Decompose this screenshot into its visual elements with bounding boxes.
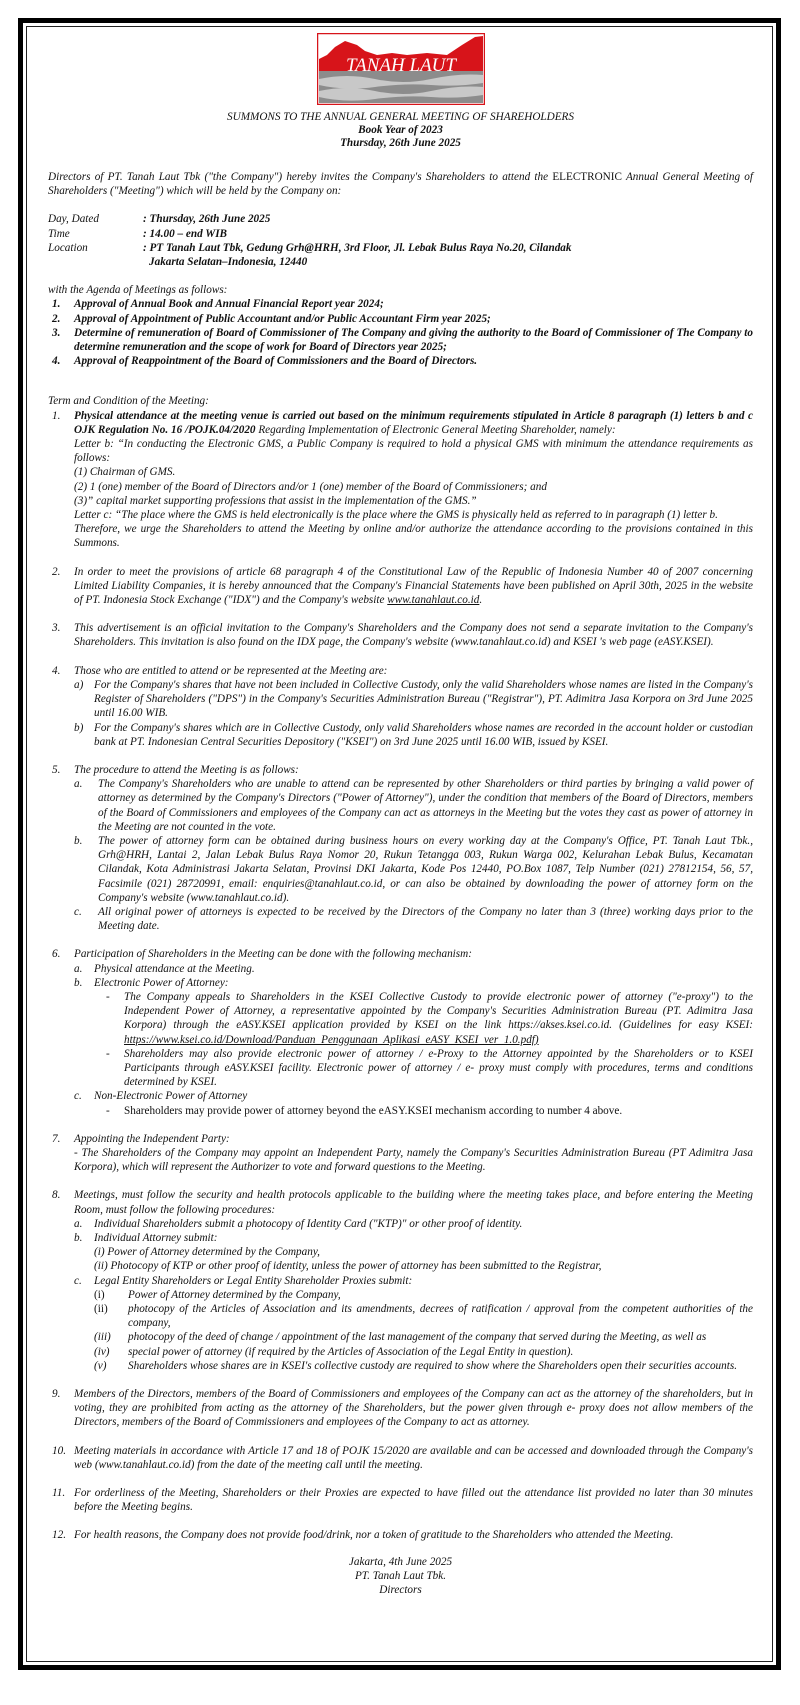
signature-block [48,1555,753,1598]
agenda-heading: with the Agenda of Meetings as follows: [48,284,228,297]
agenda-item: 1. Approval of Annual Book and Annual Financial Report year 2024; [52,298,384,311]
term-2: 2. In order to meet the provisions of article 68 paragraph 4 of the Constitutional Law of the Republic of Indonesia Number 40 of 2007 concerning Limited Liability Companies, it is hereby announced that the Company's Financial Statements have been published on April 30th, 2025 in the website of PT. Indonesia Stock Exchange ("IDX") and the Company's website www.tanahlaut.co.id. [52,565,753,607]
terms-heading: Term and Condition of the Meeting: [48,395,209,408]
summons-title: SUMMONS TO THE ANNUAL GENERAL MEETING OF SHAREHOLDERS [227,111,574,123]
term-6: 6. Participation of Shareholders in the Meeting can be done with the following mechanism: a. Physical attendance at the Meeting. b. Electronic Power of Attorney: - The Company appeals to Shareholders in the KSEI Collective Custody to provide electronic power of attorney ("e-proxy") to the Independent Power of Attorney, a representative appointed by the Company's Securities Administration Bureau (PT. Adimitra Jasa Korpora) through the eASY.KSEI application provided by KSEI on the link https://akses.ksei.co.id. (Guidelines for easy KSEI: https://www.ksei.co.id/Download/Panduan_Penggunaan_Aplikasi_eASY_KSEI_ver_1.0.pdf) - Shareholders may also provide electronic power of attorney / e-Proxy to the Attorney appointed by the Shareholders or to KSEI Participants through eASY.KSEI facility. Electronic power of attorney / e- proxy must comply with procedures, terms and conditions determined by KSEI. c. Non-Electronic Power of Attorney - Shareholders may provide power of attorney beyond the eASY.KSEI mechanism according to number 4 above. [52,948,753,1117]
term-8: 8. Meetings, must follow the security and health protocols applicable to the building where the meeting takes place, and before entering the Meeting Room, must follow the following procedures: a. Individual Shareholders submit a photocopy of Identity Card ("KTP)" or other proof of identity. b. Individual Attorney submit: (i) Power of Attorney determined by the Company, (ii) Photocopy of KTP or other proof of identity, unless the power of attorney has been submitted to the Registrar, c. Legal Entity Shareholders or Legal Entity Shareholder Proxies submit: (i) Power of Attorney determined by the Company, (ii) photocopy of the Articles of Association and its amendments, decrees of ratification / approval from the competent authorities of the company, (iii) photocopy of the deed of change / appointment of the last management of the company that served during the Meeting, as well as (iv) special power of attorney (if required by the Articles of Association of the Legal Entity in question). (v) Shareholders whose shares are in KSEI's collective custody are required to show where the Shareholders open their securities accounts. [52,1189,753,1372]
title-block [48,111,753,150]
electronic-emphasis: ELECTRONIC [552,171,622,183]
term-6-a: a. Physical attendance at the Meeting. [74,962,255,975]
term-7: 7. Appointing the Independent Party: - The Shareholders of the Company may appoint an Independent Party, namely the Company's Securities Administration Bureau (PT Adimitra Jasa Korpora), which will represent the Authorizer to vote and forward questions to the Meeting. [52,1132,753,1174]
term-11: 11. For orderliness of the Meeting, Shareholders or their Proxies are expected to have filled out the attendance list provided no later than 30 minutes before the Meeting begins. [52,1487,753,1514]
term-6-b: b. Electronic Power of Attorney: - The Company appeals to Shareholders in the KSEI Collective Custody to provide electronic power of attorney ("e-proxy") to the Independent Power of Attorney, a representative appointed by the Company's Securities Administration Bureau (PT. Adimitra Jasa Korpora) through the eASY.KSEI application provided by KSEI on the link https://akses.ksei.co.id. (Guidelines for easy KSEI: https://www.ksei.co.id/Download/Panduan_Penggunaan_Aplikasi_eASY_KSEI_ver_1.0.pdf) - Shareholders may also provide electronic power of attorney / e-Proxy to the Attorney appointed by the Shareholders or to KSEI Participants through eASY.KSEI facility. Electronic power of attorney / e- proxy must comply with procedures, terms and conditions determined by KSEI. [74,976,753,1089]
agenda-item: 2. Approval of Appointment of Public Accountant and/or Public Accountant Firm year 2025; [52,312,491,325]
place-date: Jakarta, 4th June 2025 [348,1555,453,1568]
book-year: Book Year of 2023 [358,124,443,136]
agenda-list [48,297,753,368]
detail-day: Day, Dated : Thursday, 26th June 2025 [48,213,271,226]
svg-text:TANAH LAUT: TANAH LAUT [345,55,456,76]
term-6-c: c. Non-Electronic Power of Attorney - Shareholders may provide power of attorney beyond the eASY.KSEI mechanism according to number 4 above. [74,1090,623,1117]
meeting-date-heading: Thursday, 26th June 2025 [340,137,461,149]
term-4-sub: a) For the Company's shares that have not been included in Collective Custody, only the valid Shareholders whose names are listed in the Company's Register of Shareholders ("DPS") in the Company's Securities Administration Bureau ("Registrar"), PT. Adimitra Jasa Korpora on 3rd June 2025 until 16.00 WIB. [74,678,753,720]
tanah-laut-logo [317,33,485,105]
term-5: 5. The procedure to attend the Meeting is as follows: a. The Company's Shareholders who are unable to attend can be represented by other Shareholders or third parties by bringing a valid power of attorney as determined by the Company's Directors ("Power of Attorney"), under the condition that members of the Board of Directors, members of the Board of Commissioners and employees of the Company can act as attorneys in the Meeting but the votes they cast as power of attorney in the Meeting are not counted in the vote. b. The power of attorney form can be obtained during business hours on every working day at the Company's Office, PT. Tanah Laut Tbk., Grh@HRH, Lantai 2, Jalan Lebak Bulus Raya Nomor 20, Rukun Tetangga 003, Rukun Warga 002, Kelurahan Lebak Bulus, Kecamatan Cilandak, Kota Administrasi Jakarta Selatan, Provinsi DKI Jakarta, Kode Pos 12440, PO.Box 1087, Telp Number (021) 27812154, 56, 57, Facsimile (021) 28720991, email: enquiries@tanahlaut.co.id, or can also be obtained by downloading the power of attorney form on the Company's website (www.tanahlaut.co.id). c. All original power of attorneys is expected to be received by the Directors of the Company no later than 3 (three) working days prior to the Meeting date. [52,763,753,933]
term-4-sub: b) For the Company's shares which are in Collective Custody, only valid Shareholders whose names are recorded in the account holder or custodian bank at PT. Indonesian Central Securities Depository ("KSEI") on 3rd June 2025 until 16.00 WIB, issued by KSEI. [74,721,753,748]
intro-paragraph: Directors of PT. Tanah Laut Tbk ("the Company") hereby invites the Company's Shareholders to attend the ELECTRONIC Annual General Meeting of Shareholders ("Meeting") which will be held by the Company on: [48,171,753,198]
detail-location: Location : PT Tanah Laut Tbk, Gedung Grh@HRH, 3rd Floor, Jl. Lebak Bulus Raya No.20, Cilandak Jakarta Selatan–Indonesia, 12440 [48,241,572,269]
signatory-role: Directors [379,1584,422,1597]
company-website-link[interactable]: www.tanahlaut.co.id [387,594,480,607]
term-5-sub: c. All original power of attorneys is expected to be received by the Directors of the Company no later than 3 (three) working days prior to the Meeting date. [74,905,753,933]
agenda-item: 3. Determine of remuneration of Board of Commissioner of The Company and giving the authority to the Board of Commissioner of The Company to determine remuneration and the scope of work for Board of Directors year 2025; [52,326,753,354]
term-5-sub: a. The Company's Shareholders who are unable to attend can be represented by other Shareholders or third parties by bringing a valid power of attorney as determined by the Company's Directors ("Power of Attorney"), under the condition that members of the Board of Directors, members of the Board of Commissioners and employees of the Company can act as attorneys in the Meeting but the votes they cast as power of attorney in the Meeting are not counted in the vote. [74,778,753,833]
term-4: 4. Those who are entitled to attend or be represented at the Meeting are: a) For the Company's shares that have not been included in Collective Custody, only the valid Shareholders whose names are listed in the Company's Register of Shareholders ("DPS") in the Company's Securities Administration Bureau ("Registrar"), PT. Adimitra Jasa Korpora on 3rd June 2025 until 16.00 WIB. b) For the Company's shares which are in Collective Custody, only valid Shareholders whose names are recorded in the account holder or custodian bank at PT. Indonesian Central Securities Depository ("KSEI") on 3rd June 2025 until 16.00 WIB, issued by KSEI. [52,664,753,748]
term-5-sub: b. The power of attorney form can be obtained during business hours on every working day at the Company's Office, PT. Tanah Laut Tbk., Grh@HRH, Lantai 2, Jalan Lebak Bulus Raya Nomor 20, Rukun Tetangga 003, Rukun Warga 002, Kelurahan Lebak Bulus, Kecamatan Cilandak, Kota Administrasi Jakarta Selatan, Provinsi DKI Jakarta, Kode Pos 12440, PO.Box 1087, Telp Number (021) 27812154, 56, 57, Facsimile (021) 28720991, email: enquiries@tanahlaut.co.id, or can also be obtained by downloading the power of attorney form on the Company's website (www.tanahlaut.co.id). [74,834,753,904]
term-1: 1. Physical attendance at the meeting venue is carried out based on the minimum requirements stipulated in Article 8 paragraph (1) letters b and c OJK Regulation No. 16 /POJK.04/2020 Regarding Implementation of Electronic General Meeting Shareholder, namely: Letter b: “In conducting the Electronic GMS, a Public Company is required to hold a physical GMS with minimum the attendance requirements as follows: (1) Chairman of GMS. (2) 1 (one) member of the Board of Directors and/or 1 (one) member of the Board of Commissioners; and (3)” capital market supporting professions that assist in the implementation of the GMS.” Letter c: “The place where the GMS is held electronically is the place where the GMS is physically held as referred to in paragraph (1) letter b. Therefore, we urge the Shareholders to attend the Meeting by online and/or authorize the attendance according to the provisions contained in this Summons. [52,409,753,550]
agenda-item: 4. Approval of Reappointment of the Board of Commissioners and the Board of Directors. [52,355,478,368]
term-3: 3. This advertisement is an official invitation to the Company's Shareholders and the Company does not send a separate invitation to the Company's Shareholders. This invitation is also found on the IDX page, the Company's website (www.tanahlaut.co.id) and KSEI 's web page (eASY.KSEI). [52,622,753,649]
meeting-details [48,212,753,269]
ksei-guide-link[interactable]: https://www.ksei.co.id/Download/Panduan_Penggunaan_Aplikasi_eASY_KSEI_ver_1.0.pdf) [124,1033,539,1046]
term-12: 12. For health reasons, the Company does not provide food/drink, nor a token of gratitude to the Shareholders who attended the Meeting. [52,1529,674,1542]
detail-time: Time : 14.00 – end WIB [48,227,228,240]
term-9: 9. Members of the Directors, members of the Board of Commissioners and employees of the Company can act as the attorney of the shareholders, but in voting, they are prohibited from acting as the attorney of the Shareholders, but the power given through e- proxy does not allow members of the Directors, members of the Board of Commissioners and employees of the Company to act as attorney. [52,1388,753,1429]
term-10: 10. Meeting materials in accordance with Article 17 and 18 of POJK 15/2020 are available and can be accessed and downloaded through the Company's web (www.tanahlaut.co.id) from the date of the meeting call until the meeting. [52,1444,753,1471]
summons-document [48,33,753,1597]
company-name: PT. Tanah Laut Tbk. [354,1569,447,1582]
